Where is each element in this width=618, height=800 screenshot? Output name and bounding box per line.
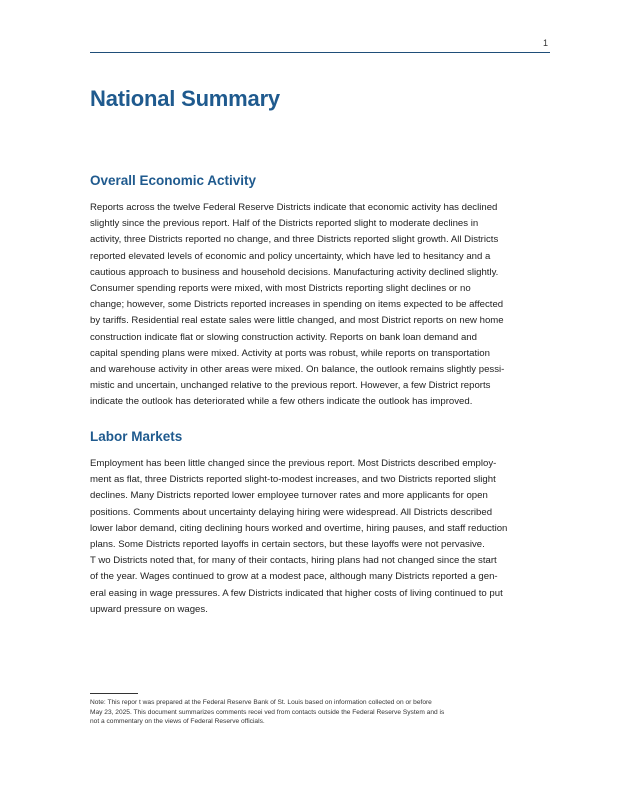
paragraph-line: Consumer spending reports were mixed, with most Districts reporting slight declines or no <box>90 283 471 295</box>
paragraph-line: change; however, some Districts reported increases in spending on items expected to be affected <box>90 299 504 311</box>
paragraph-line: positions. Comments about uncertainty delaying hiring were widespread. All Districts described <box>90 506 493 518</box>
paragraph-line: construction indicate flat or slowing construction activity. Reports on bank loan demand and <box>90 331 477 343</box>
page-number: 1 <box>542 38 548 48</box>
paragraph-line: reported elevated levels of economic and policy uncertainty, which have led to hesitancy and a <box>90 250 491 262</box>
paragraph-line: mistic and uncertain, unchanged relative to the previous report. However, a few District reports <box>90 380 491 392</box>
paragraph-line: eral easing in wage pressures. A few Districts indicated that higher costs of living continued to put <box>90 587 503 599</box>
section-heading-labor-markets: Labor Markets <box>90 429 183 444</box>
paragraph-line: and warehouse activity in other areas were mixed. On balance, the outlook remains slightly pessi- <box>90 364 505 376</box>
paragraph-line: T wo Districts noted that, for many of their contacts, hiring plans had not changed since the start <box>90 555 497 567</box>
paragraph-line: capital spending plans were mixed. Activity at ports was robust, while reports on transportation <box>90 347 490 359</box>
footnote-line: not a commentary on the views of Federal Reserve officials. <box>90 718 265 726</box>
paragraph-line: indicate the outlook has deteriorated while a few others indicate the outlook has improved. <box>90 396 473 408</box>
section-heading-overall-economic-activity: Overall Economic Activity <box>90 173 257 188</box>
paragraph-line: ment as flat, three Districts reported slight-to-modest increases, and two Districts reported slight <box>90 474 496 486</box>
paragraph-line: declines. Many Districts reported lower employee turnover rates and more applicants for open <box>90 490 488 502</box>
header-rule <box>90 52 550 53</box>
paragraph-line: Employment has been little changed since the previous report. Most Districts described employ- <box>90 458 497 469</box>
paragraph-line: of the year. Wages continued to grow at a modest pace, although many Districts reported a gen- <box>90 571 498 583</box>
footnote-rule <box>90 693 138 694</box>
paragraph-line: upward pressure on wages. <box>90 603 208 615</box>
paragraph-line: Reports across the twelve Federal Reserve Districts indicate that economic activity has declined <box>90 202 498 213</box>
page-title: National Summary <box>90 86 280 111</box>
footnote-line: May 23, 2025. This document summarizes comments recei ved from contacts outside the Federal Reserve System and is <box>90 708 445 716</box>
paragraph-line: plans. Some Districts reported layoffs in certain sectors, but these layoffs were not pervasive. <box>90 539 485 551</box>
footnote <box>90 698 540 727</box>
paragraph-line: by tariffs. Residential real estate sales were little changed, and most District reports on new home <box>90 315 504 327</box>
paragraph-line: cautious approach to business and household decisions. Manufacturing activity declined slightly. <box>90 266 499 278</box>
paragraph-line: slightly since the previous report. Half of the Districts reported slight to moderate declines in <box>90 218 479 230</box>
paragraph-labor-markets <box>90 456 530 618</box>
paragraph-line: activity, three Districts reported no change, and three Districts reported slight growth. All Districts <box>90 234 499 246</box>
paragraph-line: lower labor demand, citing declining hours worked and overtime, hiring pauses, and staff reduction <box>90 522 508 534</box>
footnote-line: Note: This repor t was prepared at the Federal Reserve Bank of St. Louis based on information collected on or before <box>90 699 432 706</box>
paragraph-overall-economic-activity <box>90 200 530 411</box>
